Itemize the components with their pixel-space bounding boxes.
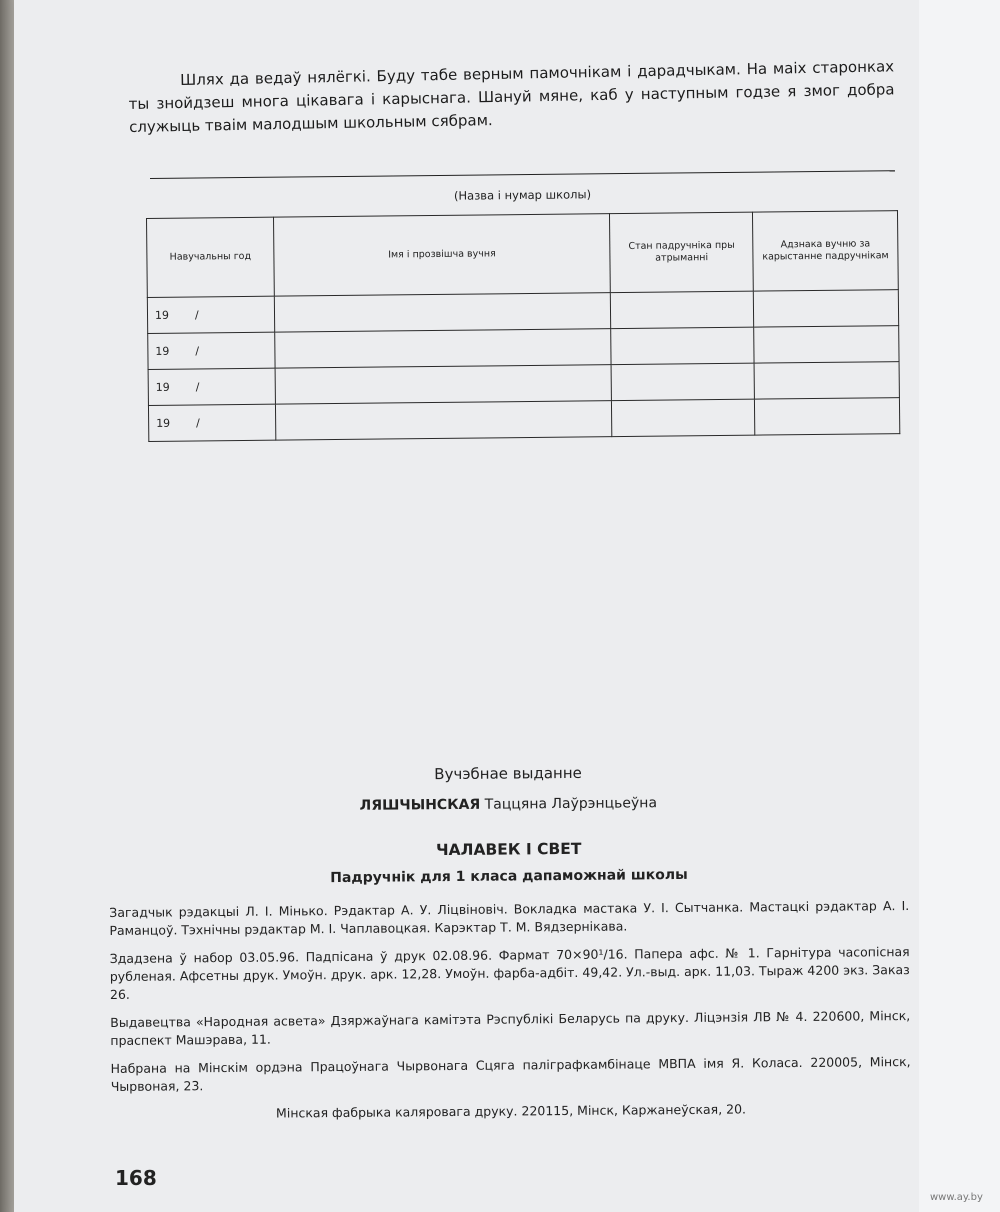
header-year: Навучальны год xyxy=(147,217,275,297)
textbook-register-table xyxy=(146,210,900,442)
print-details: Здадзена ў набор 03.05.96. Падпісана ў друк 02.08.96. Фармат 70×90¹/16. Папера афс. № 1. Гарнітура часопісная рубленая. Афсетны друк. Умоўн. друк. арк. 12,28. Умоўн. фарба-адбіт. 49,42. Ул.-выд. арк. 11,03. Тыраж 4200 экз. Заказ 26. xyxy=(109,944,910,1002)
intro-paragraph xyxy=(128,55,895,139)
edition-type: Вучэбнае выданне xyxy=(434,763,582,784)
imprint-block xyxy=(108,761,911,1124)
author xyxy=(108,793,908,816)
name-cell xyxy=(275,401,612,441)
school-caption: (Назва і нумар школы) xyxy=(453,187,592,203)
author-surname: ЛЯШЧЫНСКАЯ xyxy=(359,796,481,814)
printer-info: Мінская фабрыка каляровага друку. 220115, Мінск, Каржанеўская, 20. xyxy=(275,1101,747,1121)
grade-cell xyxy=(754,362,899,400)
year-cell: 19 / xyxy=(148,332,275,369)
watermark: www.ay.by xyxy=(930,1192,983,1203)
table-row xyxy=(148,398,899,442)
year-cell: 19 / xyxy=(148,404,275,441)
grade-cell xyxy=(755,398,900,436)
condition-cell xyxy=(611,291,754,328)
condition-cell xyxy=(612,399,755,436)
name-cell xyxy=(275,329,612,369)
year-cell: 19 / xyxy=(147,296,274,333)
condition-cell xyxy=(611,363,754,400)
author-name: Таццяна Лаўрэнцьеўна xyxy=(484,795,658,813)
year-cell: 19 / xyxy=(148,368,275,405)
page-number: 168 xyxy=(115,1166,157,1190)
header-grade: Адзнака вучню за карыстанне падручнікам xyxy=(753,211,899,292)
typesetting-info: Набрана на Мінскім ордэна Працоўнага Чырвонага Сцяга паліграфкамбінаце МВПА імя Я. Коласа. 220005, Мінск, Чырвоная, 23. xyxy=(110,1054,911,1094)
grade-cell xyxy=(753,290,898,328)
grade-cell xyxy=(754,326,899,364)
condition-cell xyxy=(611,327,754,364)
intro-text: Шлях да ведаў нялёгкі. Буду табе верным памочнікам і дарадчыкам. На маіх старонках ты знойдзеш многа цікавага і карыснага. Шануй мяне, каб у наступным годзе я змог добра служыць тваім малодшым школьным сябрам. xyxy=(128,57,895,136)
header-condition: Стан падручніка пры атрыманні xyxy=(610,212,754,292)
book-subtitle: Падручнік для 1 класа дапаможнай школы xyxy=(330,866,688,887)
name-cell xyxy=(274,293,611,333)
name-cell xyxy=(275,365,612,405)
book-spine-shadow xyxy=(0,0,14,1212)
book-title: ЧАЛАВЕК І СВЕТ xyxy=(435,839,582,860)
editors-credits: Загадчык рэдакцыі Л. І. Мінько. Рэдактар А. У. Ліцвіновіч. Вокладка мастака У. І. Сытчанка. Мастацкі рэдактар А. І. Раманцоў. Тэхнічны рэдактар М. І. Чаплавоцкая. Карэктар Т. М. Вядзернікава. xyxy=(109,898,910,938)
table-header-row xyxy=(147,211,899,298)
adjacent-page xyxy=(919,0,1000,1212)
publisher-info: Выдавецтва «Народная асвета» Дзяржаўнага камітэта Рэспублікі Беларусь па друку. Ліцэнзія ЛВ № 4. 220600, Мінск, праспект Машэрава, 11. xyxy=(110,1008,911,1048)
header-student-name: Імя і прозвішча вучня xyxy=(273,214,610,297)
